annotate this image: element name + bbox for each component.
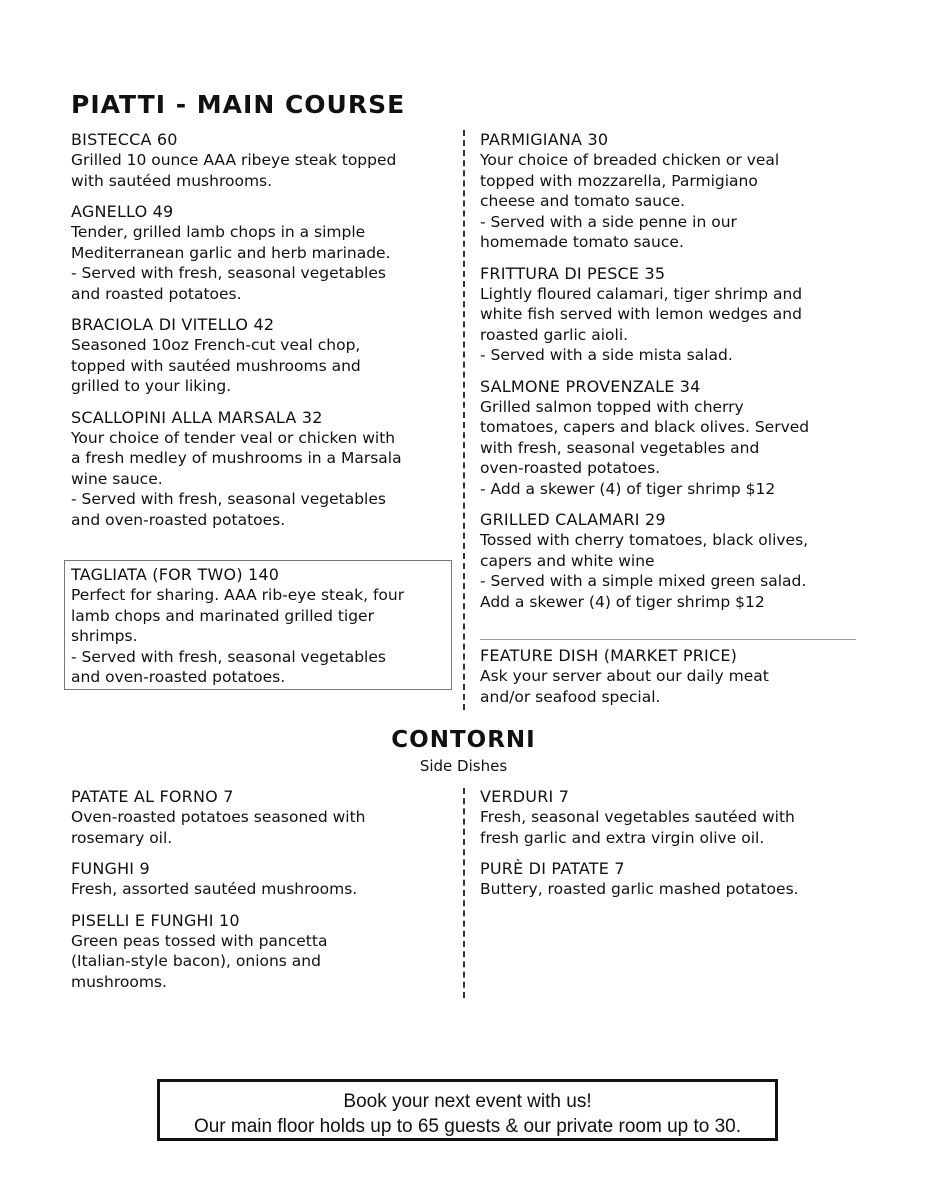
feature-dish-item [480,646,860,707]
main-course-left-column [71,130,456,530]
menu-item-description-line: - Served with fresh, seasonal vegetables [71,647,386,666]
menu-item-description-line: - Served with a side penne in our [480,212,737,231]
menu-item-description-line: with fresh, seasonal vegetables and [480,438,760,457]
menu-item-description-line: and roasted potatoes. [71,284,242,303]
menu-item [71,408,456,531]
menu-item-description-line: white fish served with lemon wedges and [480,305,802,323]
menu-item [71,911,456,993]
menu-item-description-line: Lightly floured calamari, tiger shrimp and [480,284,803,303]
menu-item [480,264,860,366]
menu-item-description-line: topped with mozzarella, Parmigiano [480,171,758,190]
menu-item-name: VERDURI 7 [480,787,570,806]
menu-item-description-line: lamb chops and marinated grilled tiger [71,606,374,625]
menu-item-description-line: Tossed with cherry tomatoes, black olives, [480,531,809,549]
tagliata-item [71,565,451,688]
menu-item-description-line: - Served with fresh, seasonal vegetables [71,264,386,282]
menu-item-name: SCALLOPINI ALLA MARSALA 32 [71,407,323,427]
menu-item [71,315,456,397]
event-line-1: Book your next event with us! [343,1091,592,1112]
menu-item-description-line: Mediterranean garlic and herb marinade. [71,243,391,262]
menu-item-description-line: wine sauce. [71,469,163,488]
menu-item-description-line: (Italian-style bacon), onions and [71,952,321,970]
menu-item-description-line: - Served with fresh, seasonal vegetables [71,490,386,508]
menu-item-description-line: Fresh, seasonal vegetables sautéed with [480,808,795,826]
menu-item-name: FRITTURA DI PESCE 35 [480,263,666,283]
menu-item-name: BRACIOLA DI VITELLO 42 [71,315,275,334]
menu-item [480,377,860,500]
menu-item-description-line: tomatoes, capers and black olives. Served [480,418,810,436]
menu-item-description-line: Oven-roasted potatoes seasoned with [71,808,366,826]
menu-item-name: BISTECCA 60 [71,130,178,149]
menu-item-description-line: cheese and tomato sauce. [480,192,686,210]
menu-item-name: GRILLED CALAMARI 29 [480,510,666,529]
main-course-right-column [480,130,860,612]
menu-item-description-line: grilled to your liking. [71,377,232,395]
menu-item-description-line: fresh garlic and extra virgin olive oil. [480,828,765,847]
menu-item-description-line: - Add a skewer (4) of tiger shrimp $12 [480,479,776,498]
menu-item-name: TAGLIATA (FOR TWO) 140 [71,565,280,584]
menu-item-name: PARMIGIANA 30 [480,130,609,149]
menu-item-description-line: Green peas tossed with pancetta [71,931,328,950]
menu-item-description-line: - Served with a simple mixed green salad. [480,572,807,590]
main-course-title: PIATTI - MAIN COURSE [71,90,406,119]
menu-item [71,565,451,688]
menu-item-description-line: capers and white wine [480,551,655,570]
contorni-subtitle: Side Dishes [419,757,508,775]
menu-item [480,130,860,253]
menu-item-description-line: roasted garlic aioli. [480,325,629,344]
menu-item-name: FEATURE DISH (MARKET PRICE) [480,646,738,665]
menu-item-description-line: Add a skewer (4) of tiger shrimp $12 [480,592,765,611]
menu-item [71,859,456,900]
menu-item-name: PATATE AL FORNO 7 [71,787,234,806]
menu-item-description-line: Grilled 10 ounce AAA ribeye steak topped [71,151,397,169]
event-line-2: Our main floor holds up to 65 guests & our private room up to 30. [193,1116,742,1137]
menu-item [480,510,860,612]
menu-item [480,646,860,707]
menu-item [71,130,456,191]
menu-item-description-line: shrimps. [71,627,138,645]
menu-item-description-line: Fresh, assorted sautéed mushrooms. [71,880,358,898]
menu-item [71,787,456,848]
menu-item [480,787,860,848]
column-divider-contorni [463,788,465,998]
menu-item-description-line: topped with sautéed mushrooms and [71,356,361,375]
menu-item-description-line: Seasoned 10oz French-cut veal chop, [71,336,361,354]
menu-item-name: AGNELLO 49 [71,202,174,221]
column-divider-main [463,130,465,710]
menu-item-description-line: - Served with a side mista salad. [480,346,733,364]
menu-item-description-line: a fresh medley of mushrooms in a Marsala [71,449,402,467]
event-booking-box [157,1079,778,1141]
menu-item-description-line: and/or seafood special. [480,687,661,706]
contorni-title: CONTORNI [391,727,536,753]
contorni-left-column [71,787,456,992]
menu-item-description-line: and oven-roasted potatoes. [71,668,286,686]
menu-item-description-line: homemade tomato sauce. [480,233,684,251]
menu-item-name: PISELLI E FUNGHI 10 [71,910,240,930]
menu-item-description-line: Buttery, roasted garlic mashed potatoes. [480,880,799,898]
menu-item-description-line: Grilled salmon topped with cherry [480,397,744,416]
menu-item-description-line: Your choice of breaded chicken or veal [480,151,780,169]
menu-item-name: SALMONE PROVENZALE 34 [480,376,701,396]
menu-item [71,202,456,304]
menu-item-description-line: and oven-roasted potatoes. [71,510,286,529]
menu-item-description-line: Your choice of tender veal or chicken with [71,428,396,447]
menu-item-name: PURÈ DI PATATE 7 [480,859,625,878]
menu-item-description-line: Perfect for sharing. AAA rib-eye steak, four [71,586,405,604]
menu-item-name: FUNGHI 9 [71,859,150,878]
menu-item-description-line: mushrooms. [71,972,167,991]
menu-item-description-line: rosemary oil. [71,828,173,847]
menu-item [480,859,860,900]
menu-item-description-line: Tender, grilled lamb chops in a simple [71,223,366,241]
menu-item-description-line: Ask your server about our daily meat [480,667,769,685]
contorni-right-column [480,787,860,900]
feature-divider-rule [480,639,856,640]
menu-item-description-line: with sautéed mushrooms. [71,171,273,190]
menu-item-description-line: oven-roasted potatoes. [480,459,661,477]
